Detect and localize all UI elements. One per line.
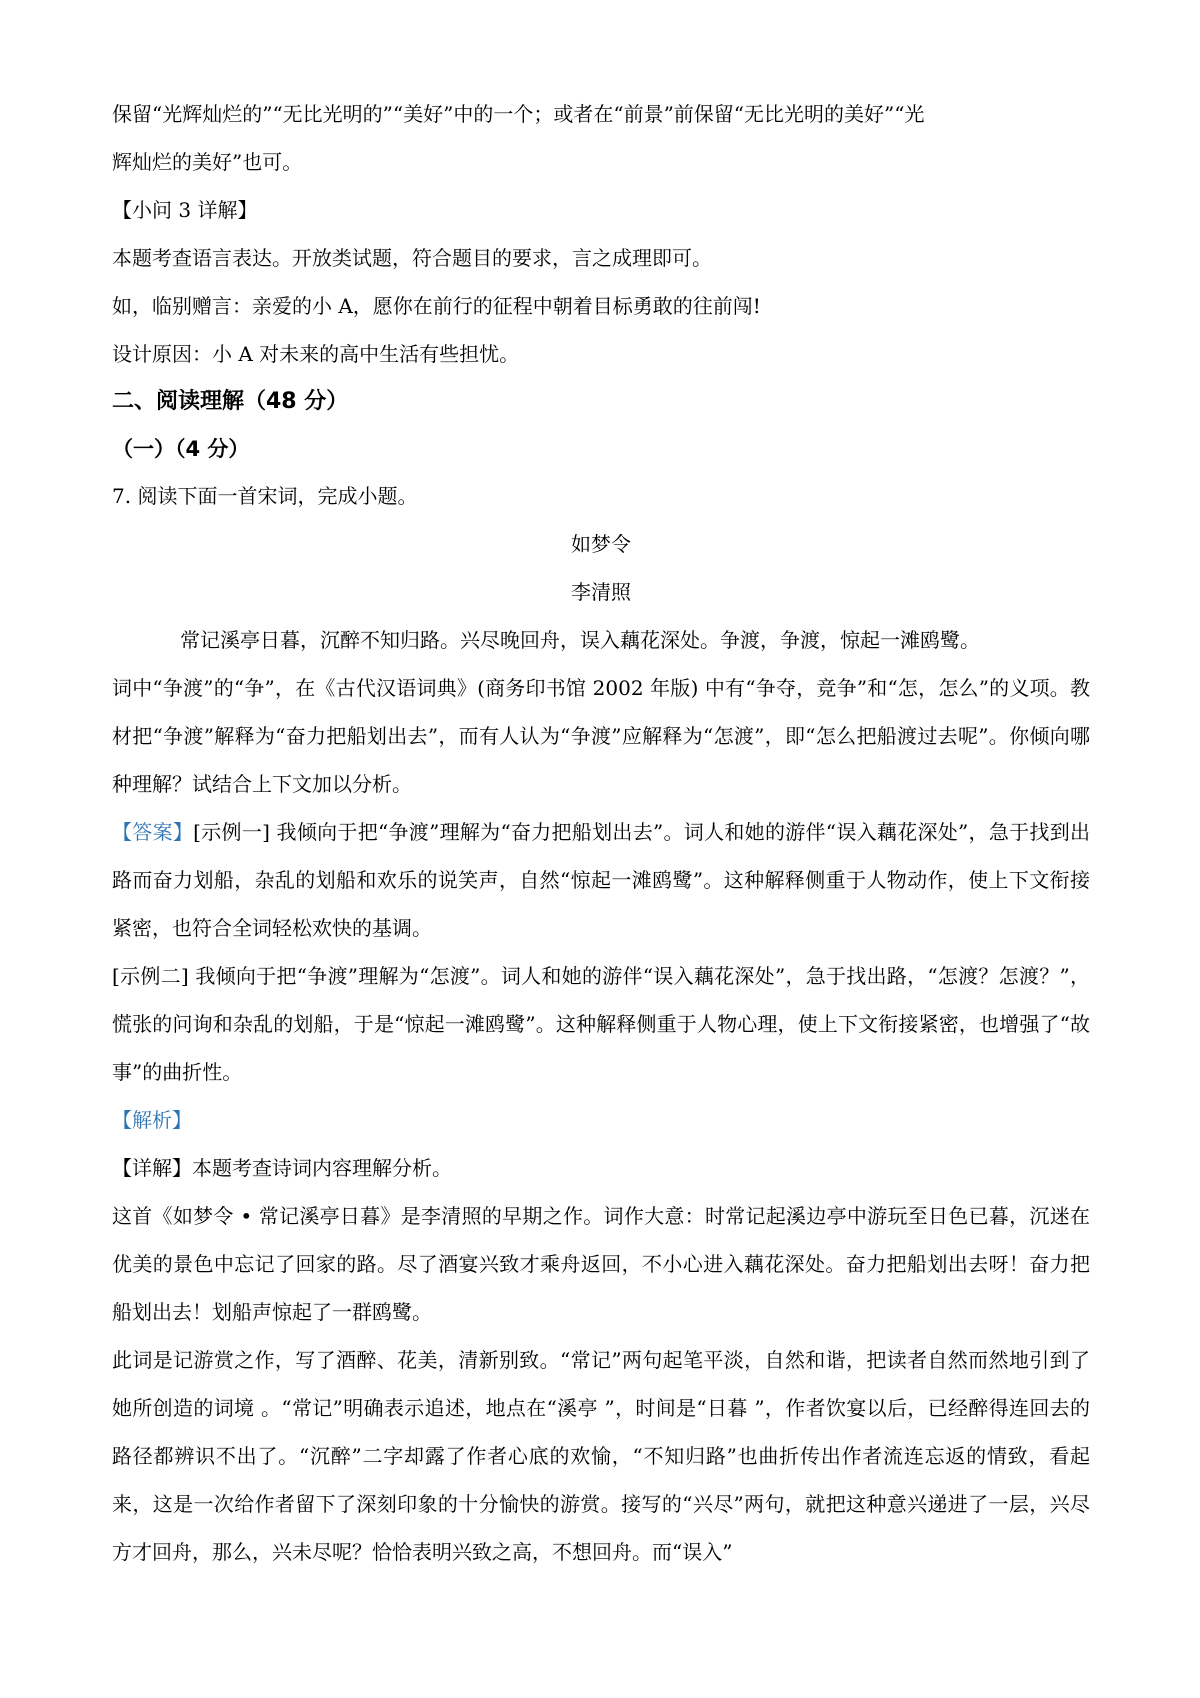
answer-example-2: [示例二] 我倾向于把“争渡”理解为“怎渡”。词人和她的游伴“误入藕花深处”，急于找出路，“怎渡？怎渡？”，慌张的问询和杂乱的划船，于是“惊起一滩鸥鹭”。这种解释侧重于人物心理，使上下文衔接紧密，也增强了“故事”的曲折性。 [112, 964, 1090, 1084]
question-prompt: 词中“争渡”的“争”，在《古代汉语词典》(商务印书馆 2002 年版) 中有“争夺，竞争”和“怎，怎么”的义项。教材把“争渡”解释为“奋力把船划出去”，而有人认为“争渡”应解释为“怎渡”，即“怎么把船渡过去呢”。你倾向哪种理解？试结合上下文加以分析。 [112, 676, 1090, 796]
text-line: 如，临别赠言：亲爱的小 A，愿你在前行的征程中朝着目标勇敢的往前闯! [112, 294, 761, 318]
text-line: 辉灿烂的美好”也可。 [112, 150, 303, 174]
answer-label: 【答案】 [112, 820, 194, 844]
subquestion-heading: 【小问 3 详解】 [112, 198, 258, 222]
analysis-label: 【解析】 [112, 1108, 192, 1132]
answer-example-1 [112, 808, 1090, 952]
poem-author: 李清照 [571, 580, 631, 604]
poem-title: 如梦令 [571, 532, 631, 556]
text-line: 保留“光辉灿烂的”“无比光明的”“美好”中的一个；或者在“前景”前保留“无比光明的美好”“光 [112, 102, 925, 126]
poem-text: 常记溪亭日暮，沉醉不知归路。兴尽晚回舟，误入藕花深处。争渡，争渡，惊起一滩鸥鹭。 [180, 628, 980, 652]
analysis-paragraph-1: 这首《如梦令 • 常记溪亭日暮》是李清照的早期之作。词作大意：时常记起溪边亭中游玩至日色已暮，沉迷在优美的景色中忘记了回家的路。尽了酒宴兴致才乘舟返回，不小心进入藕花深处。奋力把船划出去呀！奋力把船划出去！划船声惊起了一群鸥鹭。 [112, 1204, 1090, 1324]
section-subtitle: （一）（4 分） [112, 437, 250, 461]
text-line: 本题考查语言表达。开放类试题，符合题目的要求，言之成理即可。 [112, 246, 712, 270]
answer-example-1-text: [示例一] 我倾向于把“争渡”理解为“奋力把船划出去”。词人和她的游伴“误入藕花深处”，急于找到出路而奋力划船，杂乱的划船和欢乐的说笑声，自然“惊起一滩鸥鹭”。这种解释侧重于人物动作，使上下文衔接紧密，也符合全词轻松欢快的基调。 [112, 820, 1091, 940]
question-intro: 7. 阅读下面一首宋词，完成小题。 [112, 484, 418, 508]
analysis-paragraph-2: 此词是记游赏之作，写了酒醉、花美，清新别致。“常记”两句起笔平淡，自然和谐，把读者自然而然地引到了她所创造的词境 。“常记”明确表示追述，地点在“溪亭 ”，时间是“日暮 ”，作者饮宴以后，已经醉得连回去的路径都辨识不出了。“沉醉”二字却露了作者心底的欢愉，“不知归路”也曲折传出作者流连忘返的情致，看起来，这是一次给作者留下了深刻印象的十分愉快的游赏。接写的“兴尽”两句，就把这种意兴递进了一层，兴尽方才回舟，那么，兴未尽呢？恰恰表明兴致之高，不想回舟。而“误入” [112, 1348, 1090, 1564]
text-line: 设计原因：小 A 对未来的高中生活有些担忧。 [112, 342, 520, 366]
analysis-detail: 【详解】本题考查诗词内容理解分析。 [112, 1156, 452, 1180]
section-title: 二、阅读理解（48 分） [112, 389, 349, 414]
